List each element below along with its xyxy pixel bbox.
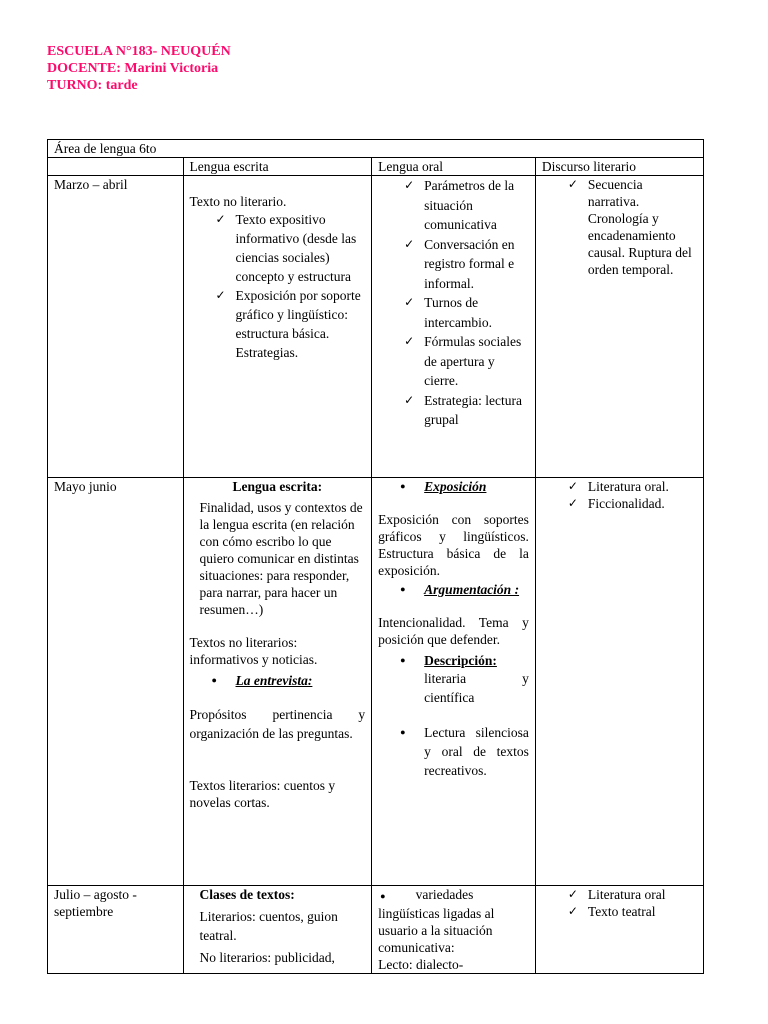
bullet-icon: ● xyxy=(380,891,386,901)
oral-cell xyxy=(372,886,536,974)
curriculum-table xyxy=(47,139,704,974)
escrita-intro: Texto no literario. xyxy=(189,194,287,209)
teacher-name: DOCENTE: Marini Victoria xyxy=(47,61,219,76)
literario-cell xyxy=(535,478,703,886)
escrita-paragraph: Textos literarios: cuentos y novelas cortas. xyxy=(189,778,336,810)
empty-header-cell xyxy=(48,158,184,176)
escrita-cell xyxy=(183,886,372,974)
column-header-literario: Discurso literario xyxy=(535,158,703,176)
oral-bullet-text: literaria y científica xyxy=(424,671,529,705)
table-header-row xyxy=(48,158,704,176)
table-title: Área de lengua 6to xyxy=(48,140,704,158)
list-item: ✓ Fórmulas sociales de apertura y cierre. xyxy=(400,332,529,391)
list-item: ✓ Exposición por soporte gráfico y lingüístico: estructura básica. Estrategias. xyxy=(212,286,366,362)
escrita-heading: Lengua escrita: xyxy=(232,479,323,494)
period-cell: Julio – agosto - septiembre xyxy=(48,886,184,974)
escrita-cell xyxy=(183,176,372,478)
list-item: ✓ Parámetros de la situación comunicativa xyxy=(400,176,529,235)
list-item: ✓ Ficcionalidad. xyxy=(564,495,697,512)
table-title-row xyxy=(48,140,704,158)
escrita-heading: Clases de textos: xyxy=(199,887,295,902)
oral-paragraph: Intencionalidad. Tema y posición que defender. xyxy=(378,615,529,647)
escrita-paragraph: Literarios: cuentos, guion teatral. xyxy=(199,909,338,943)
list-item: ✓ Texto teatral xyxy=(564,903,697,920)
period-cell: Marzo – abril xyxy=(48,176,184,478)
shift: TURNO: tarde xyxy=(47,78,138,93)
escrita-cell xyxy=(183,478,372,886)
oral-bullet: ● Lectura silenciosa y oral de textos recreativos. xyxy=(378,723,529,780)
literario-cell xyxy=(535,886,703,974)
oral-bullet: ● Argumentación : xyxy=(378,581,529,598)
period-cell: Mayo junio xyxy=(48,478,184,886)
list-item: ✓ Literatura oral xyxy=(564,886,697,903)
oral-cell xyxy=(372,478,536,886)
oral-paragraph: Lecto: dialecto- xyxy=(378,957,464,972)
escrita-paragraph: Propósitos pertinencia y organización de las preguntas. xyxy=(189,707,366,741)
oral-bullet-label: Descripción: xyxy=(424,653,497,668)
oral-cell xyxy=(372,176,536,478)
school-name: ESCUELA N°183- NEUQUÉN xyxy=(47,44,231,59)
oral-paragraph: Exposición con soportes gráficos y lingüísticos. Estructura básica de la exposición. xyxy=(378,512,529,578)
escrita-paragraph: No literarios: publicidad, xyxy=(199,950,335,965)
column-header-oral: Lengua oral xyxy=(372,158,536,176)
list-item: ✓ Secuencia narrativa. Cronología y encadenamiento causal. Ruptura del orden temporal. xyxy=(564,176,697,278)
list-item: ✓ Texto expositivo informativo (desde las ciencias sociales) concepto y estructura xyxy=(212,210,366,286)
table-row xyxy=(48,886,704,974)
escrita-paragraph: Textos no literarios: informativos y noticias. xyxy=(189,635,318,667)
list-item: ✓ Estrategia: lectura grupal xyxy=(400,391,529,430)
oral-bullet: ● Exposición xyxy=(378,478,529,495)
list-item: ✓ Literatura oral. xyxy=(564,478,697,495)
table-row xyxy=(48,176,704,478)
oral-paragraph: ● variedades lingüísticas ligadas al usuario a la situación comunicativa: xyxy=(378,887,495,955)
table-row xyxy=(48,478,704,886)
document-header xyxy=(47,43,231,94)
list-item: ✓ Conversación en registro formal e informal. xyxy=(400,235,529,294)
literario-cell xyxy=(535,176,703,478)
column-header-escrita: Lengua escrita xyxy=(183,158,372,176)
list-item: ✓ Turnos de intercambio. xyxy=(400,293,529,332)
escrita-bullet: ● La entrevista: xyxy=(190,672,366,689)
oral-bullet xyxy=(378,652,529,707)
escrita-paragraph: Finalidad, usos y contextos de la lengua escrita (en relación con cómo escribo lo que quiero comunicar en distintas situaciones: para responder, para narrar, para hacer un resumen…) xyxy=(199,500,363,617)
